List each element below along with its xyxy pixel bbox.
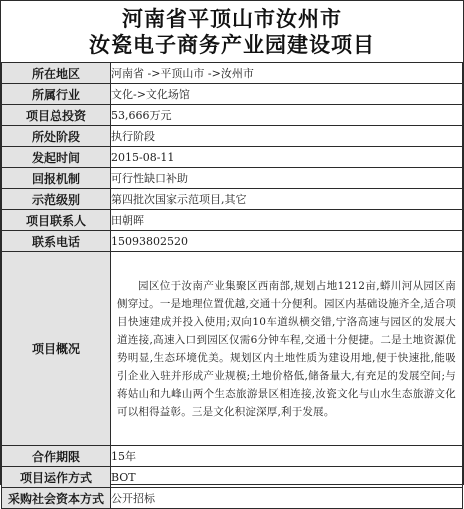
row-label-procurement: 采购社会资本方式 <box>2 488 111 509</box>
project-info-table <box>1 62 463 509</box>
row-label-region: 所在地区 <box>2 63 111 84</box>
table-row <box>2 126 463 147</box>
table-row <box>2 231 463 252</box>
title-line-1: 河南省平顶山市汝州市 <box>122 5 342 31</box>
row-value-term: 15年 <box>111 446 463 467</box>
row-label-start-date: 发起时间 <box>2 147 111 168</box>
table-row <box>2 189 463 210</box>
row-value-overview <box>111 252 463 446</box>
row-label-term: 合作期限 <box>2 446 111 467</box>
row-value-operation-mode: BOT <box>111 467 463 488</box>
row-value-procurement: 公开招标 <box>111 488 463 509</box>
row-label-contact-person: 项目联系人 <box>2 210 111 231</box>
row-label-overview: 项目概况 <box>2 252 111 446</box>
table-row <box>2 105 463 126</box>
table-row <box>2 168 463 189</box>
row-label-phone: 联系电话 <box>2 231 111 252</box>
row-value-phone: 15093802520 <box>111 231 463 252</box>
table-row <box>2 147 463 168</box>
title-block <box>1 1 463 62</box>
table-row <box>2 252 463 446</box>
table-row <box>2 446 463 467</box>
table-row <box>2 63 463 84</box>
row-value-demo-level: 第四批次国家示范项目,其它 <box>111 189 463 210</box>
title-line-2: 汝瓷电子商务产业园建设项目 <box>89 31 375 57</box>
row-label-stage: 所处阶段 <box>2 126 111 147</box>
row-label-operation-mode: 项目运作方式 <box>2 467 111 488</box>
row-value-investment: 53,666万元 <box>111 105 463 126</box>
row-value-return-mechanism: 可行性缺口补助 <box>111 168 463 189</box>
row-label-demo-level: 示范级别 <box>2 189 111 210</box>
overview-text: 园区位于汝南产业集聚区西南部,规划占地1212亩,蟒川河从园区南侧穿过。一是地理位置优越,交通十分便利。园区内基础设施齐全,适合项目快速建成并投入使用;双向10车道纵横交错,宁洛高速与园区的发展大道连接,高速入口到园区仅需6分钟车程,交通十分便捷。二是土地资源优势明显,生态环境优美。规划区内土地性质为建设用地,便于快速批,能吸引企业入驻并形成产业规模;土地价格低,储备量大,有充足的发展空间;与蒋姑山和九峰山两个生态旅游景区相连接,汝瓷文化与山水生态旅游文化可以相得益彰。三是文化积淀深厚,利于发展。 <box>117 279 456 418</box>
row-value-stage: 执行阶段 <box>111 126 463 147</box>
row-value-contact-person: 田朝晖 <box>111 210 463 231</box>
row-value-start-date: 2015-08-11 <box>111 147 463 168</box>
table-row <box>2 84 463 105</box>
row-label-return-mechanism: 回报机制 <box>2 168 111 189</box>
row-label-investment: 项目总投资 <box>2 105 111 126</box>
table-row <box>2 467 463 488</box>
row-label-industry: 所属行业 <box>2 84 111 105</box>
row-value-industry: 文化->文化场馆 <box>111 84 463 105</box>
table-row <box>2 488 463 509</box>
table-row <box>2 210 463 231</box>
row-value-region: 河南省 ->平顶山市 ->汝州市 <box>111 63 463 84</box>
